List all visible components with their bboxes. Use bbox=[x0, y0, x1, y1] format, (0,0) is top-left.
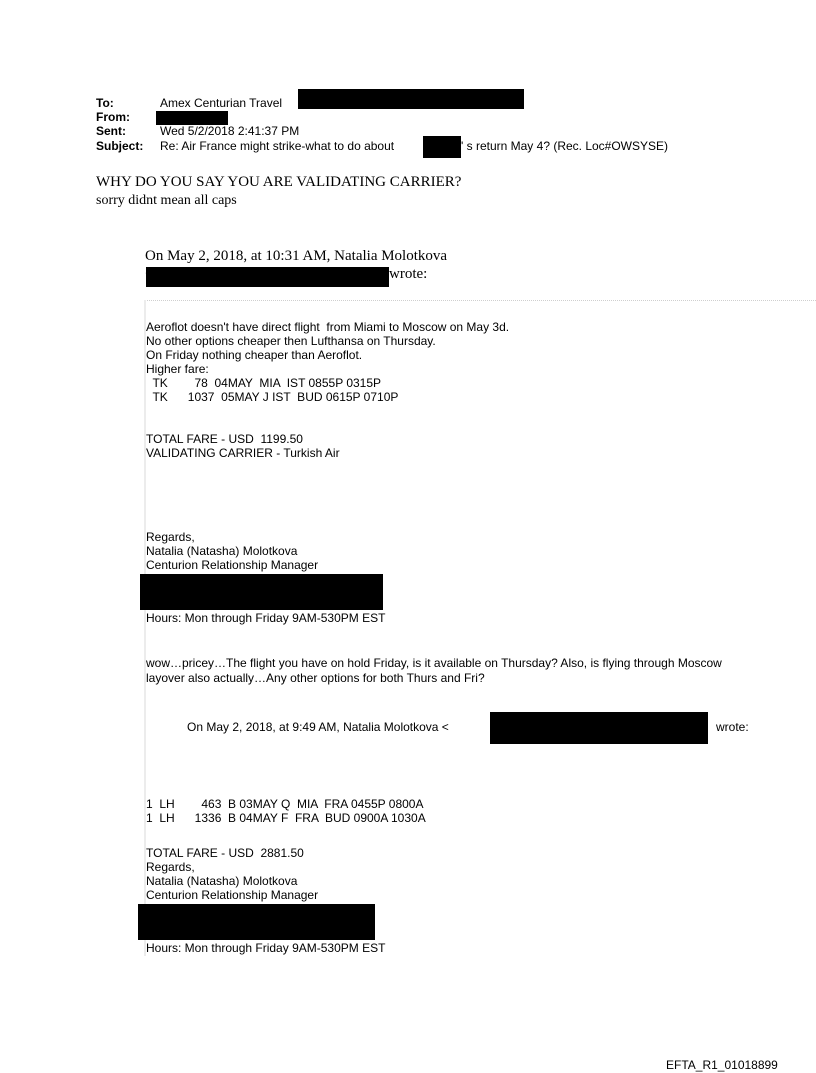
subject-value-part2: ' s return May 4? (Rec. Loc#OWSYSE) bbox=[461, 139, 669, 153]
quote1-flight-line: TK 1037 05MAY J IST BUD 0615P 0710P bbox=[146, 390, 399, 404]
body-line-2: sorry didnt mean all caps bbox=[96, 193, 237, 208]
redaction-from bbox=[156, 111, 228, 125]
quote2-flight-line: 1 LH 1336 B 04MAY F FRA BUD 0900A 1030A bbox=[146, 811, 426, 825]
subject-label: Subject: bbox=[96, 139, 144, 153]
quote2-total-fare: TOTAL FARE - USD 2881.50 bbox=[146, 846, 304, 860]
signature-line: Regards, bbox=[146, 530, 195, 544]
signature-line: Centurion Relationship Manager bbox=[146, 888, 319, 902]
redaction-quote1-signature bbox=[140, 574, 383, 610]
quote2-intro: On May 2, 2018, at 9:49 AM, Natalia Molotkova < bbox=[187, 720, 449, 734]
quote1-hours: Hours: Mon through Friday 9AM-530PM EST bbox=[146, 611, 386, 625]
redaction-quote2-signature bbox=[138, 904, 375, 940]
quote1-flight-line: TK 78 04MAY MIA IST 0855P 0315P bbox=[146, 376, 382, 390]
quote1-line: On Friday nothing cheaper than Aeroflot. bbox=[146, 348, 363, 362]
redaction-to-address bbox=[298, 89, 524, 109]
quote2-hours: Hours: Mon through Friday 9AM-530PM EST bbox=[146, 941, 386, 955]
quote1-line: Higher fare: bbox=[146, 362, 209, 376]
quote-divider bbox=[144, 300, 816, 301]
sent-value: Wed 5/2/2018 2:41:37 PM bbox=[160, 124, 300, 138]
redaction-quote1-email bbox=[146, 267, 389, 287]
signature-line: Centurion Relationship Manager bbox=[146, 558, 319, 572]
signature-line: Natalia (Natasha) Molotkova bbox=[146, 544, 298, 558]
quote1-message bbox=[146, 320, 509, 404]
to-value: Amex Centurian Travel bbox=[160, 96, 283, 110]
quote1-line: No other options cheaper then Lufthansa on Thursday. bbox=[146, 334, 436, 348]
quote1-signature bbox=[146, 530, 318, 572]
quote1-line: Aeroflot doesn't have direct flight from Miami to Moscow on May 3d. bbox=[146, 320, 510, 334]
redaction-quote2-email bbox=[490, 712, 708, 744]
quote1-total-fare: TOTAL FARE - USD 1199.50 bbox=[146, 432, 303, 446]
quote1-fare bbox=[146, 432, 340, 460]
document-id: EFTA_R1_01018899 bbox=[666, 1058, 778, 1072]
quote1-intro: On May 2, 2018, at 10:31 AM, Natalia Molotkova bbox=[145, 248, 448, 264]
sent-label: Sent: bbox=[96, 124, 126, 138]
quote2-wrote: wrote: bbox=[716, 720, 749, 734]
quote2-flight-line: 1 LH 463 B 03MAY Q MIA FRA 0455P 0800A bbox=[146, 797, 424, 811]
reply-line-1: wow…pricey…The flight you have on hold Friday, is it available on Thursday? Also, is flying through Moscow bbox=[146, 656, 722, 670]
body-line-1: WHY DO YOU SAY YOU ARE VALIDATING CARRIER? bbox=[96, 174, 462, 190]
reply-line-2: layover also actually…Any other options for both Thurs and Fri? bbox=[146, 671, 485, 685]
quote2-fare bbox=[146, 846, 318, 902]
signature-line: Natalia (Natasha) Molotkova bbox=[146, 874, 298, 888]
signature-line: Regards, bbox=[146, 860, 195, 874]
quote1-wrote: wrote: bbox=[389, 266, 428, 282]
to-label: To: bbox=[96, 96, 114, 110]
redaction-subject-name bbox=[423, 136, 461, 158]
quote2-flights bbox=[146, 797, 426, 825]
subject-value-part1: Re: Air France might strike-what to do about bbox=[160, 139, 395, 153]
from-label: From: bbox=[96, 110, 130, 124]
quote1-validating-carrier: VALIDATING CARRIER - Turkish Air bbox=[146, 446, 340, 460]
